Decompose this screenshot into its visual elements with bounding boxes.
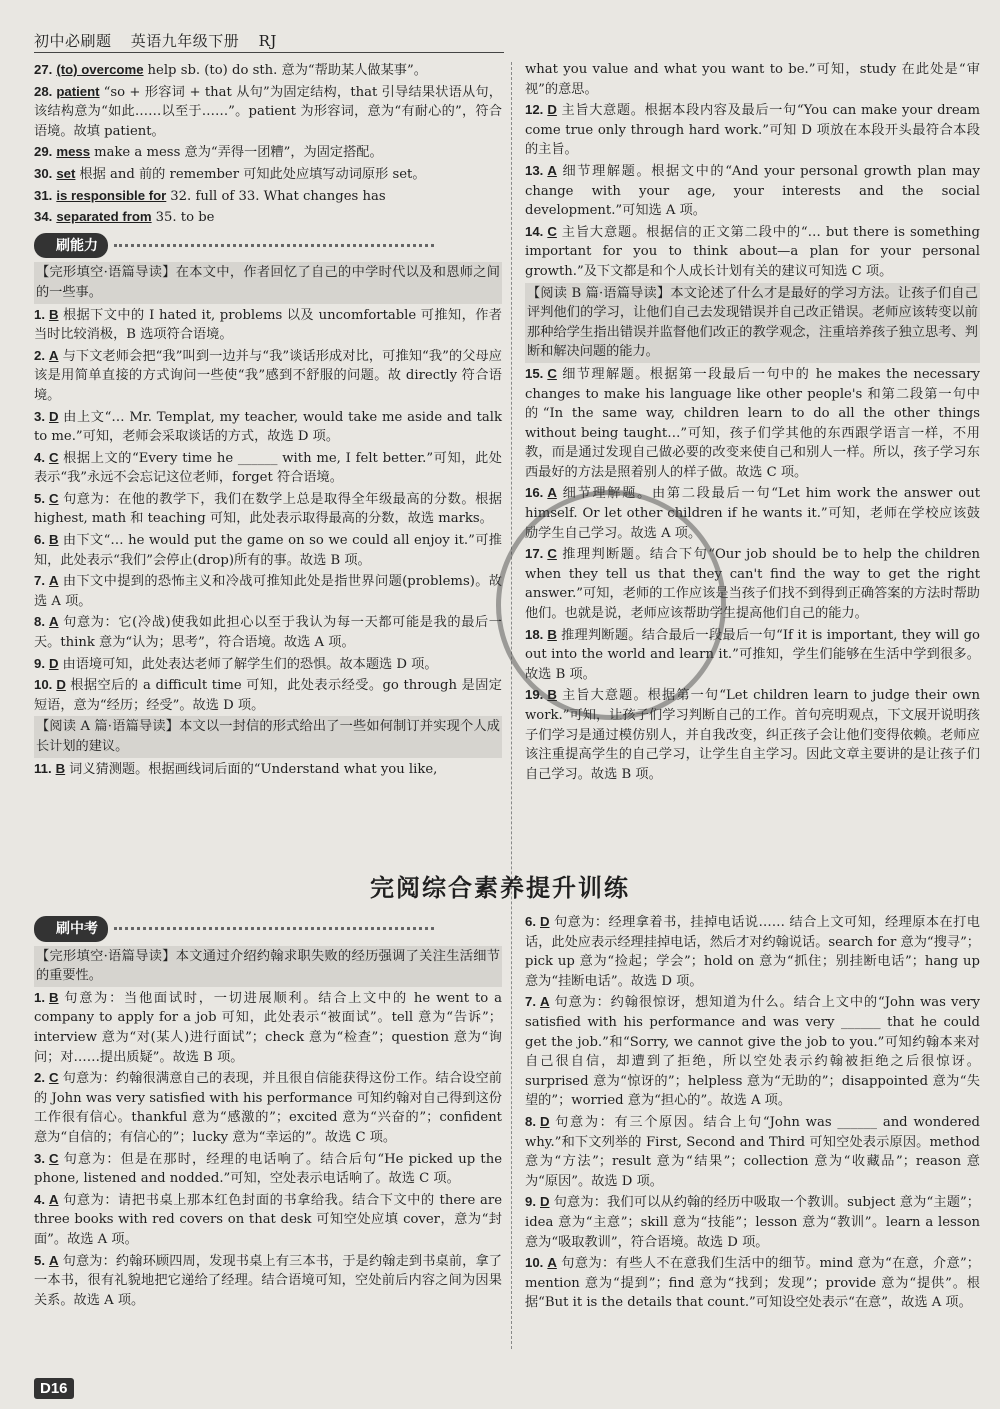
item-explanation: 句意为：约翰环顾四周，发现书桌上有三本书，于是约翰走到书桌前，拿了一本书，很有礼貌地把它递给了经理。结合语境可知，空处前后内容之间为因果关系。故选 A 项。	[34, 1253, 502, 1308]
item-number: 27.	[34, 62, 53, 77]
item-explanation: 由下文中提到的恐怖主义和冷战可推知此处是指世界问题(problems)。故选 A 项。	[34, 574, 502, 609]
answer-item	[34, 654, 502, 675]
answer-item	[34, 60, 502, 81]
left-column-bottom	[34, 912, 502, 1311]
item-number: 15.	[525, 365, 544, 381]
answer-item	[34, 612, 502, 652]
item-number: 13.	[525, 162, 544, 178]
item-explanation: “so + 形容词 + that 从句”为固定结构，that 引导结果状语从句，该结构意为“如此……以至于……”。patient 为形容词，意为“有耐心的”，符合语境。故填 patient。	[34, 84, 502, 139]
item-explanation: 词义猜测题。根据画线词后面的“Understand what you like,	[69, 761, 438, 777]
item-explanation: 推理判断题。结合下句“Our job should be to help the children when they tell us that they can't find the way to get the right answer.”可知，老师的工作应该是当孩子们找不到得到正确答案的方法时帮助他们。也就是说，老师应该帮助学生提高他们自己的能力。	[525, 547, 980, 622]
item-answer: A	[540, 994, 550, 1010]
book-title: 初中必刷题	[34, 32, 112, 50]
item-number: 5.	[34, 490, 45, 506]
item-explanation: 句意为：我们可以从约翰的经历中吸取一个教训。subject 意为“主题”；idea 意为“主意”；skill 意为“技能”；lesson 意为“教训”。learn a lesson 意为“吸取教训”，符合语境。故选 D 项。	[525, 1195, 980, 1250]
item-explanation: 主旨大意题。根据本段内容及最后一句“You can make your dream come true only through hard work.”可知 D 项放在本段开头最符合本段的主旨。	[525, 103, 980, 158]
item-answer: set	[56, 165, 76, 181]
item-answer: B	[49, 532, 59, 548]
item-explanation: 与下文老师会把“我”叫到一边并与“我”谈话形成对比，可推知“我”的父母应该是用简单直接的方式询问一些使“我”感到不舒服的问题。故 directly 符合语境。	[34, 348, 502, 403]
item-explanation: 推理判断题。结合最后一段最后一句“If it is important, they will go out into the world and learn it.”可推知，学生们能够在生活中学到很多。故选 B 项。	[525, 627, 980, 682]
item-number: 6.	[34, 532, 45, 548]
answer-item	[34, 759, 502, 780]
answer-item	[34, 407, 502, 447]
item-answer: mess	[56, 144, 91, 160]
item-number: 3.	[34, 408, 45, 424]
guide-reading-b: 【阅读 B 篇·语篇导读】本文论述了什么才是最好的学习方法。让孩子们自己评判他们的学习，让他们自己去发现错误并自己改正错误。老师应该转变以前那种给学生指出错误并监督他们改正的教学观念，注重培养孩子独立思考、判断和解决问题的能力。	[525, 283, 980, 363]
item-answer: C	[49, 490, 59, 506]
answer-item	[525, 364, 980, 483]
answer-item	[34, 164, 502, 185]
item-number: 29.	[34, 144, 53, 160]
answer-item	[34, 207, 502, 228]
item-answer: A	[49, 614, 59, 630]
badge-exam-label: 刷中考	[34, 916, 108, 942]
item-answer: A	[547, 162, 557, 178]
item-answer: C	[49, 1150, 59, 1166]
answer-item	[34, 1251, 502, 1311]
item-explanation: help sb. (to) do sth. 意为“帮助某人做某事”。	[147, 63, 427, 78]
answer-item	[525, 912, 980, 991]
item-number: 16.	[525, 485, 544, 501]
item-explanation: 由语境可知，此处表达老师了解学生们的恐惧。故本题选 D 项。	[62, 656, 438, 672]
item-answer: (to) overcome	[56, 62, 144, 77]
item-number: 4.	[34, 449, 45, 465]
answer-item	[34, 1068, 502, 1147]
item-answer: separated from	[56, 209, 152, 225]
item-explanation: 句意为：当他面试时，一切进展顺利。结合上文中的 he went to a company to apply for a job 可知，此处表示“被面试”。tell 意为“告诉”；interview 意为“对(某人)进行面试”；check 意为“检查”；question 意为“询问；对……提出质疑”。故选 B 项。	[34, 990, 502, 1065]
answer-item	[34, 1190, 502, 1250]
item-answer: B	[547, 687, 557, 703]
answer-item	[34, 1149, 502, 1189]
answer-item	[34, 530, 502, 570]
item-explanation: 根据空后的 a difficult time 可知，此处表示经受。go through 是固定短语，意为“经历；经受”。故选 D 项。	[34, 678, 502, 713]
item-number: 7.	[525, 994, 536, 1010]
item-explanation: 细节理解题。由第二段最后一句“Let him work the answer out himself. Or let other children if he wants it.”可知，老师在学校应该鼓励学生自己学习。故选 A 项。	[525, 486, 980, 541]
item-number: 6.	[525, 914, 536, 929]
item-explanation: 句意为：有三个原因。结合上句“John was ______ and wondered why.”和下文列举的 First, Second and Third 可知空处表示原因。method 意为“方法”；result 意为“结果”；collection 意为“收藏品”；reason 意为“原因”。故选 D 项。	[525, 1114, 980, 1189]
answer-item	[525, 992, 980, 1111]
answer-item	[34, 448, 502, 488]
answer-item	[525, 161, 980, 221]
item-explanation: 根据 and 前的 remember 可知此处应填写动词原形 set。	[79, 166, 426, 182]
item-number: 3.	[34, 1150, 45, 1166]
item-explanation: make a mess 意为“弄得一团糟”，为固定搭配。	[94, 145, 383, 161]
item-explanation: 32. full of 33. What changes has	[170, 188, 386, 204]
item-number: 10.	[34, 677, 53, 693]
item-answer: C	[49, 1070, 59, 1086]
item-number: 18.	[525, 626, 544, 642]
item-number: 12.	[525, 102, 544, 118]
header-rule	[34, 52, 504, 53]
item-explanation: 细节理解题。根据第一段最后一句中的 he makes the necessary changes to make his language like other people's 和第二段第一句中的“In the same way, children learn to do all the other things without being taught…”可知，孩子们学其他的东西跟学语言一样，不用教，而是通过发现自己做必要的改变来使自己和别人一样。所以，孩子学习东西最好的方法是照着别人的样子做。故选 C 项。	[525, 366, 980, 480]
answer-item	[525, 1112, 980, 1191]
item-explanation: 句意为：约翰很惊讶，想知道为什么。结合上文中的“John was very satisfied with his performance and was very ______ that he could get the job.”和“Sorry, we cannot give the job to you.”可知约翰本来对自己很自信，却遭到了拒绝，所以空处表示约翰被拒绝之后很惊讶。surprised 意为“惊讶的”；helpless 意为“无助的”；disappointed 意为“失望的”；worried 意为“担心的”。故选 A 项。	[525, 995, 980, 1109]
item-number: 11.	[34, 760, 52, 776]
item-answer: A	[547, 485, 557, 501]
answer-item	[34, 571, 502, 611]
item-answer: C	[49, 449, 59, 465]
item-explanation: 句意为：经理拿着书，挂掉电话说…… 结合上文可知，经理原本在打电话，此处应表示经理挂掉电话，然后才对约翰说话。search for 意为“搜寻”；pick up 意为“捡起；学会”；hold on 意为“抓住；别挂断电话”；hang up 意为“挂断电话”。故选 D 项。	[525, 915, 980, 989]
item-number: 8.	[525, 1113, 536, 1129]
item-number: 10.	[525, 1255, 544, 1271]
answer-item	[525, 60, 980, 99]
answer-item	[34, 675, 502, 715]
answer-item	[34, 82, 502, 142]
item-answer: A	[49, 573, 59, 589]
item-number: 19.	[525, 687, 544, 703]
item-explanation: 句意为：有些人不在意我们生活中的细节。mind 意为“在意，介意”；mention 意为“提到”；find 意为“找到；发现”；provide 意为“提供”。根据“But it is the details that count.”可知设空处表示“在意”，故选 A 项。	[525, 1256, 980, 1311]
item-answer: A	[547, 1255, 557, 1271]
answer-item	[34, 142, 502, 163]
item-answer: A	[49, 347, 59, 363]
item-answer: D	[49, 408, 59, 424]
answer-item	[34, 489, 502, 529]
item-explanation: 由上文“… Mr. Templat, my teacher, would take me aside and talk to me.”可知，老师会采取谈话的方式，故选 D 项。	[34, 409, 502, 445]
item-number: 5.	[34, 1252, 45, 1268]
item-answer: D	[540, 1113, 550, 1129]
item-explanation: 句意为：约翰很满意自己的表现，并且很自信能获得这份工作。结合设空前的 John was very satisfied with his performance 可知约翰对自己得到这份工作很有信心。thankful 意为“感激的”；excited 意为“兴奋的”；confident 意为“自信的；有信心的”；lucky 意为“幸运的”。故选 C 项。	[34, 1071, 502, 1145]
answer-item	[525, 222, 980, 282]
item-number: 9.	[525, 1194, 536, 1210]
right-column-bottom	[525, 912, 980, 1314]
item-number: 28.	[34, 83, 53, 99]
item-number: 2.	[34, 347, 45, 363]
item-explanation: 主旨大意题。根据信的正文第二段中的“… but there is something important for you to think about—a plan for your personal growth.”及下文都是和个人成长计划有关的建议可知选 C 项。	[525, 224, 980, 279]
item-answer: A	[49, 1191, 59, 1207]
item-number: 34.	[34, 209, 53, 225]
item-number: 8.	[34, 614, 45, 630]
answer-item	[34, 988, 502, 1067]
answer-item	[34, 305, 502, 345]
item-number: 9.	[34, 655, 45, 671]
badge-ability	[34, 233, 434, 259]
guide-cloze-2: 【完形填空·语篇导读】本文通过介绍约翰求职失败的经历强调了关注生活细节的重要性。	[34, 946, 502, 987]
item-explanation: 句意为：请把书桌上那本红色封面的书拿给我。结合下文中的 there are three books with red covers on that desk 可知空处应填 cover，意为“封面”。故选 A 项。	[34, 1192, 502, 1247]
item-number: 2.	[34, 1070, 45, 1086]
item-number: 7.	[34, 573, 45, 589]
item-explanation: 句意为：在他的教学下，我们在数学上总是取得全年级最高的分数。根据 highest, math 和 teaching 可知，此处表示取得最高的分数，故选 marks。	[34, 491, 502, 527]
edition-label: RJ	[258, 32, 277, 50]
item-number: 1.	[34, 989, 45, 1005]
item-number: 17.	[525, 546, 544, 562]
item-answer: B	[55, 760, 66, 776]
badge-dots-2	[114, 927, 434, 930]
item-explanation: 由下文“… he would put the game on so we could all enjoy it.”可推知，此处表示“我们”会停止(drop)所有的事。故选 B 项。	[34, 533, 502, 568]
badge-ability-label: 刷能力	[34, 233, 108, 259]
item-explanation: 主旨大意题。根据第一句“Let children learn to judge their own work.”可知，让孩子们学习判断自己的工作。首句亮明观点，下文展开说明孩子们学习是通过模仿别人，并自我改变，纠正孩子会让他们变得依赖。老师应该注重提高学生的自己学习，让学生自主学习。因此文章主要讲的是让孩子们自己学习。故选 B 项。	[525, 688, 980, 782]
item-answer: C	[547, 546, 557, 562]
item-explanation: 根据上文的“Every time he ______ with me, I felt better.”可知，此处表示“我”永远不会忘记这位老师，forget 符合语境。	[34, 450, 502, 486]
page-number: D16	[34, 1378, 74, 1399]
item-answer: D	[56, 677, 66, 693]
subject-title: 英语九年级下册	[130, 32, 240, 50]
item-number: 4.	[34, 1191, 45, 1207]
item-explanation: 句意为：它(冷战)使我如此担心以至于我认为每一天都可能是我的最后一天。think 意为“认为；思考”，符合语境。故选 A 项。	[34, 615, 502, 651]
item-explanation: what you value and what you want to be.”可知，study 在此处是“审视”的意思。	[525, 62, 980, 97]
item-number: 31.	[34, 187, 53, 203]
badge-dots	[114, 244, 434, 247]
item-number: 1.	[34, 306, 45, 322]
section-title: 完阅综合素养提升训练	[370, 874, 630, 902]
item-answer: D	[540, 1194, 550, 1210]
watermark-stamp-icon	[496, 490, 726, 720]
guide-cloze: 【完形填空·语篇导读】在本文中，作者回忆了自己的中学时代以及和恩师之间的一些事。	[34, 262, 502, 303]
item-explanation: 35. to be	[155, 210, 215, 226]
item-explanation: 句意为：但是在那时，经理的电话响了。结合后句“He picked up the phone, listened and nodded.”可知，空处表示电话响了。故选 C 项。	[34, 1151, 502, 1187]
item-answer: is responsible for	[56, 187, 167, 203]
item-number: 14.	[525, 223, 544, 239]
item-answer: D	[540, 914, 550, 929]
answer-item	[525, 100, 980, 160]
item-answer: D	[49, 655, 59, 671]
item-explanation: 根据下文中的 I hated it, problems 以及 uncomfortable 可推知，作者当时比较消极，B 选项符合语境。	[34, 307, 502, 343]
item-answer: A	[49, 1252, 59, 1268]
item-answer: C	[547, 223, 557, 239]
answer-item	[34, 186, 502, 207]
page-header	[34, 30, 291, 51]
item-answer: B	[49, 989, 59, 1005]
answer-item	[525, 1192, 980, 1252]
item-explanation: 细节理解题。根据文中的“And your personal growth plan may change with your age, your interests and the social development.”可知选 A 项。	[525, 163, 980, 219]
guide-reading-a: 【阅读 A 篇·语篇导读】本文以一封信的形式给出了一些如何制订并实现个人成长计划的建议。	[34, 716, 502, 757]
item-answer: B	[49, 306, 59, 322]
column-divider	[511, 62, 512, 1349]
item-number: 30.	[34, 165, 53, 181]
item-answer: B	[547, 626, 557, 642]
left-column-top	[34, 60, 502, 780]
answer-item	[525, 1253, 980, 1313]
badge-exam	[34, 916, 434, 942]
item-answer: C	[547, 365, 557, 381]
answer-item	[34, 346, 502, 406]
item-answer: patient	[56, 83, 100, 99]
item-answer: D	[547, 102, 557, 118]
